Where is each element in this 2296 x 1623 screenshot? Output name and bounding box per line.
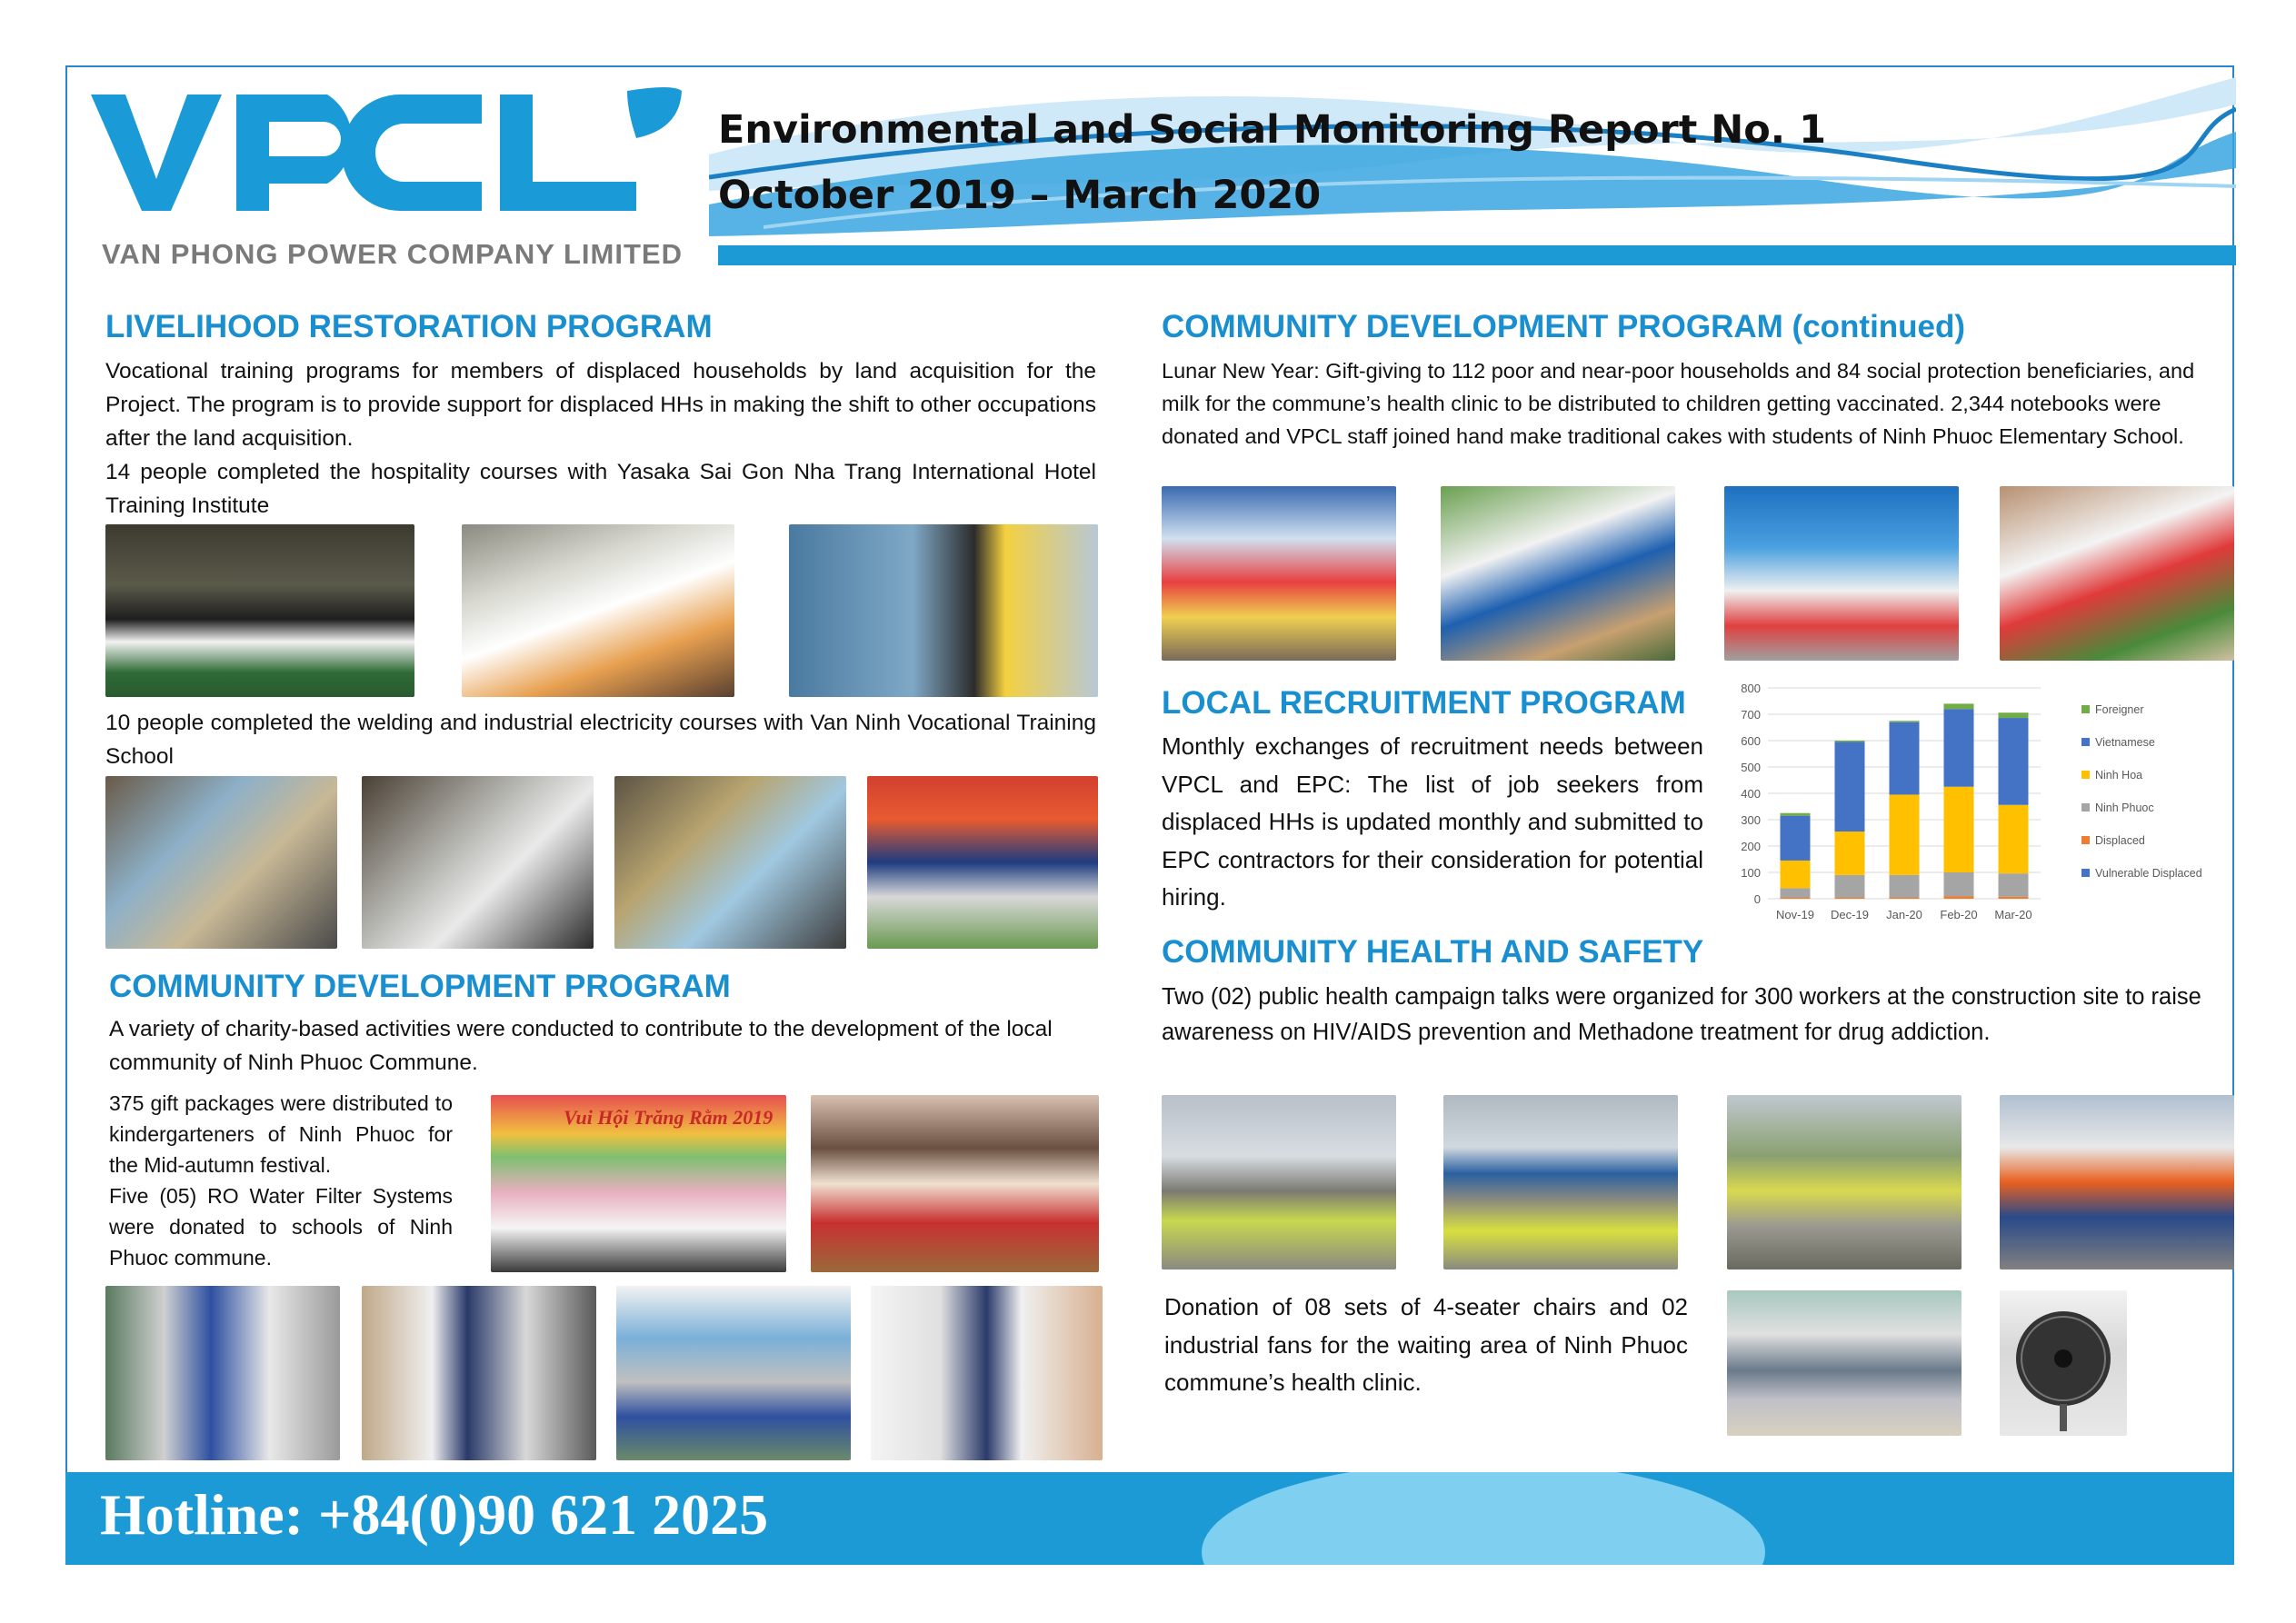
- health-donation-text: Donation of 08 sets of 4-seater chairs and 02 industrial fans for the waiting area of Ninh Phuoc commune’s health clinic.: [1164, 1293, 1688, 1396]
- community-dev-water: Five (05) RO Water Filter Systems were donated to schools of Ninh Phuoc commune.: [109, 1184, 453, 1270]
- legend-swatch: [2081, 803, 2090, 812]
- community-dev-gifts: 375 gift packages were distributed to kindergarteners of Ninh Phuoc for the Mid-autumn festival.: [109, 1091, 453, 1177]
- photo-students-cakes: [1441, 486, 1675, 661]
- bar-segment: [1944, 787, 1974, 872]
- legend-label: Ninh Phuoc: [2095, 802, 2154, 814]
- recruitment-stacked-bar-chart: [1727, 674, 2236, 938]
- y-tick-label: 500: [1741, 761, 1761, 774]
- x-tick-label: Mar-20: [1994, 908, 2032, 921]
- photo-ro-filter-2: [616, 1286, 851, 1460]
- bar-segment: [1835, 831, 1865, 875]
- bar-segment: [1999, 712, 2029, 718]
- bar-segment: [1999, 805, 2029, 873]
- photo-clinic-chairs: [1727, 1290, 1962, 1436]
- y-tick-label: 400: [1741, 787, 1761, 801]
- photo-electrical-panel: [362, 776, 594, 949]
- bar-segment: [1781, 898, 1811, 899]
- y-tick-label: 100: [1741, 866, 1761, 880]
- hotline-text: Hotline: +84(0)90 621 2025: [100, 1482, 769, 1547]
- recruitment-text: Monthly exchanges of recruitment needs between VPCL and EPC: The list of job seekers from displaced HHs is updated monthly and submitted to EPC contractors for their consideration for potential hiring.: [1162, 732, 1703, 911]
- photo-lunar-new-year-gifts: [1162, 486, 1396, 661]
- y-tick-label: 300: [1741, 813, 1761, 827]
- bar-segment: [1781, 888, 1811, 897]
- photo-workers-talk-2: [1443, 1095, 1678, 1270]
- legend-swatch: [2081, 705, 2090, 713]
- bar-segment: [1781, 813, 1811, 816]
- community-dev-cont-title: COMMUNITY DEVELOPMENT PROGRAM (continued): [1162, 309, 1966, 344]
- legend-label: Vulnerable Displaced: [2095, 867, 2202, 880]
- vpcl-logo: [91, 84, 682, 220]
- company-name: VAN PHONG POWER COMPANY LIMITED: [102, 238, 683, 270]
- bar-segment: [1835, 875, 1865, 898]
- bar-segment: [1944, 872, 1974, 896]
- legend-swatch: [2081, 738, 2090, 746]
- bar-segment: [1890, 721, 1920, 722]
- community-dev-title: COMMUNITY DEVELOPMENT PROGRAM: [109, 969, 731, 1004]
- photo-welding-1: [105, 776, 337, 949]
- y-tick-label: 200: [1741, 840, 1761, 853]
- report-title: Environmental and Social Monitoring Report No. 1: [718, 107, 1826, 153]
- health-text: Two (02) public health campaign talks were organized for 300 workers at the construction site to raise awareness on HIV/AIDS prevention and Methadone treatment for drug addiction.: [1162, 984, 2201, 1045]
- livelihood-title: LIVELIHOOD RESTORATION PROGRAM: [105, 309, 713, 344]
- bar-segment: [1890, 875, 1920, 898]
- bar-segment: [1944, 703, 1974, 709]
- bar-segment: [1835, 741, 1865, 742]
- legend-label: Displaced: [2095, 834, 2145, 847]
- bar-segment: [1999, 718, 2029, 805]
- legend-label: Foreigner: [2095, 703, 2144, 716]
- bar-segment: [1890, 722, 1920, 795]
- photo-mid-autumn-festival: [491, 1095, 786, 1272]
- livelihood-welding: 10 people completed the welding and industrial electricity courses with Van Ninh Vocational Training School: [105, 711, 1096, 769]
- community-dev-intro: A variety of charity-based activities were conducted to contribute to the development of the local community of Ninh Phuoc Commune.: [109, 1017, 1053, 1075]
- bar-segment: [1944, 709, 1974, 787]
- photo-filter-handover: [362, 1286, 596, 1460]
- bar-segment: [1944, 896, 1974, 899]
- photo-workers-talk-1: [1162, 1095, 1396, 1270]
- community-dev-cont-text: Lunar New Year: Gift-giving to 112 poor and near-poor households and 84 social protection beneficiaries, and milk for the commune’s health clinic to be distributed to children getting vaccinated. 2,344 notebooks were donated and VPCL staff joined hand make traditional cakes with students of Ninh Phuoc Elementary School.: [1162, 359, 2195, 448]
- photo-graduates-group: [105, 524, 414, 697]
- bar-segment: [1999, 897, 2029, 899]
- legend-swatch: [2081, 836, 2090, 844]
- livelihood-hospitality: 14 people completed the hospitality courses with Yasaka Sai Gon Nha Trang International Hotel Training Institute: [105, 460, 1096, 518]
- bar-segment: [1999, 873, 2029, 897]
- photo-children-cakes: [2000, 486, 2234, 661]
- footer-arc-decoration: [1202, 1472, 1765, 1565]
- fan-icon: [2000, 1290, 2127, 1436]
- report-period: October 2019 – March 2020: [718, 173, 1322, 218]
- y-tick-label: 800: [1741, 682, 1761, 695]
- photo-chef-training: [462, 524, 734, 697]
- recruitment-title: LOCAL RECRUITMENT PROGRAM: [1162, 685, 1686, 721]
- livelihood-intro: Vocational training programs for members of displaced households by land acquisition for the Project. The program is to provide support for displaced HHs in making the shift to other occupations after the land acquisition.: [105, 359, 1096, 451]
- bar-segment: [1890, 794, 1920, 874]
- photo-handshake: [871, 1286, 1103, 1460]
- y-tick-label: 600: [1741, 734, 1761, 748]
- legend-swatch: [2081, 869, 2090, 877]
- legend-swatch: [2081, 771, 2090, 779]
- festival-banner-text: Vui Hội Trăng Rằm 2019: [564, 1106, 774, 1129]
- x-tick-label: Dec-19: [1831, 908, 1869, 921]
- photo-certificate-handover: [789, 524, 1098, 697]
- bar-segment: [1890, 898, 1920, 899]
- x-tick-label: Jan-20: [1886, 908, 1922, 921]
- photo-ceremony-stage: [867, 776, 1098, 949]
- bar-segment: [1835, 898, 1865, 899]
- y-tick-label: 0: [1753, 892, 1761, 906]
- photo-workers-standing: [1727, 1095, 1962, 1270]
- legend-label: Vietnamese: [2095, 736, 2155, 749]
- y-tick-label: 700: [1741, 708, 1761, 722]
- health-title: COMMUNITY HEALTH AND SAFETY: [1162, 934, 1704, 970]
- photo-electrician-training: [614, 776, 846, 949]
- photo-safety-briefing: [2000, 1095, 2234, 1270]
- bar-segment: [1781, 861, 1811, 888]
- x-tick-label: Feb-20: [1940, 908, 1978, 921]
- photo-ro-filter-1: [105, 1286, 340, 1460]
- legend-label: Ninh Hoa: [2095, 769, 2143, 782]
- bar-segment: [1781, 816, 1811, 861]
- photo-industrial-fan: [2000, 1290, 2127, 1436]
- bar-segment: [1835, 742, 1865, 831]
- photo-kindergarten-gifts: [811, 1095, 1099, 1272]
- x-tick-label: Nov-19: [1776, 908, 1814, 921]
- photo-school-ceremony: [1724, 486, 1959, 661]
